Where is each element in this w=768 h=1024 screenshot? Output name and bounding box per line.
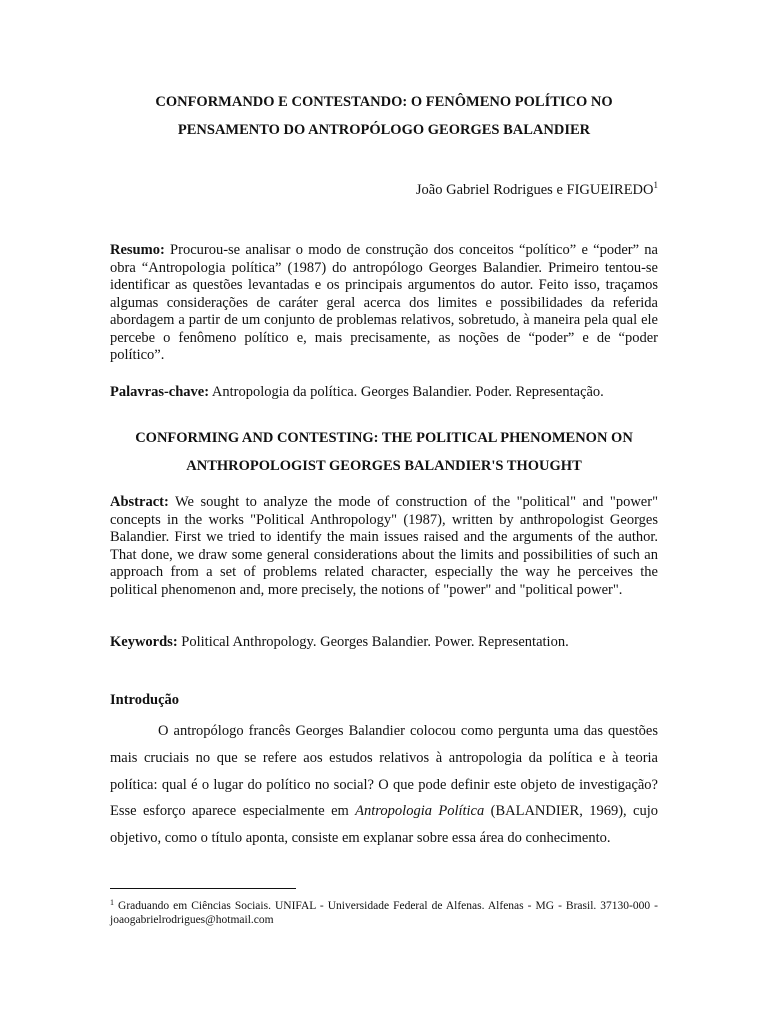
footnote-divider (110, 888, 296, 889)
title-english: CONFORMING AND CONTESTING: THE POLITICAL PHENOMENON ON ANTHROPOLOGIST GEORGES BALANDIER'S THOUGHT (135, 430, 633, 474)
abstract-paragraph (110, 494, 658, 599)
resumo-label: Resumo: (110, 242, 165, 258)
abstract-label: Abstract: (110, 494, 169, 510)
footnote (110, 896, 658, 927)
footnote-text: Graduando em Ciências Sociais. UNIFAL - Universidade Federal de Alfenas. Alfenas - MG - Brasil. 37130-000 -joaogabrielrodrigues@hotmail.com (110, 900, 658, 926)
abstract-text: We sought to analyze the mode of construction of the "political" and "power" concepts in the works "Political Anthropology" (1987), written by anthropologist Georges Balandier. First we tried to identify the main issues raised and the arguments of the author. That done, we draw some general considerations about the limits and possibilities of such an approach from a set of problems related character, especially the way he perceives the political phenomenon and, more precisely, the notions of "power" and "political power". (110, 494, 658, 598)
introduction-heading: Introdução (110, 692, 180, 708)
intro-italic-title: Antropologia Política (355, 803, 485, 820)
keywords-label: Keywords: (110, 634, 178, 650)
author-name: João Gabriel Rodrigues e FIGUEIREDO (415, 182, 654, 198)
keywords-paragraph (110, 634, 658, 652)
author-line (416, 180, 658, 199)
title-portuguese: CONFORMANDO E CONTESTANDO: O FENÔMENO POLÍTICO NO PENSAMENTO DO ANTROPÓLOGO GEORGES BALANDIER (155, 94, 613, 138)
author-footnote-mark: 1 (653, 180, 658, 190)
keywords-text: Political Anthropology. Georges Balandier. Power. Representation. (177, 634, 569, 650)
palavras-chave-text: Antropologia da política. Georges Balandier. Poder. Representação. (209, 384, 604, 400)
resumo-text: Procurou-se analisar o modo de construção dos conceitos “político” e “poder” na obra “Antropologia política” (1987) do antropólogo Georges Balandier. Primeiro tentou-se identificar as questões levantadas e os principais argumentos do autor. Feito isso, traçamos algumas considerações de caráter geral acerca dos limites e possibilidades da referida abordagem a partir de um conjunto de problemas relativos, sobretudo, à maneira pela qual ele percebe o fenômeno político e, mais precisamente, as noções de “poder” e de “poder político”. (110, 242, 658, 363)
palavras-chave-label: Palavras-chave: (110, 384, 210, 400)
intro-text-after: (BALANDIER, 1969), cujo objetivo, como o título aponta, consiste em explanar sobre essa área do conhecimento. (110, 803, 658, 847)
resumo-paragraph (110, 242, 658, 365)
footnote-mark: 1 (110, 898, 114, 907)
palavras-chave-paragraph (110, 384, 658, 402)
introduction-paragraph (110, 718, 658, 852)
intro-text-before: O antropólogo francês Georges Balandier colocou como pergunta uma das questões mais cruciais no que se refere aos estudos relativos à antropologia da política e à teoria política: qual é o lugar do político no social? O que pode definir este objeto de investigação? Esse esforço aparece especialmente em (110, 723, 658, 820)
